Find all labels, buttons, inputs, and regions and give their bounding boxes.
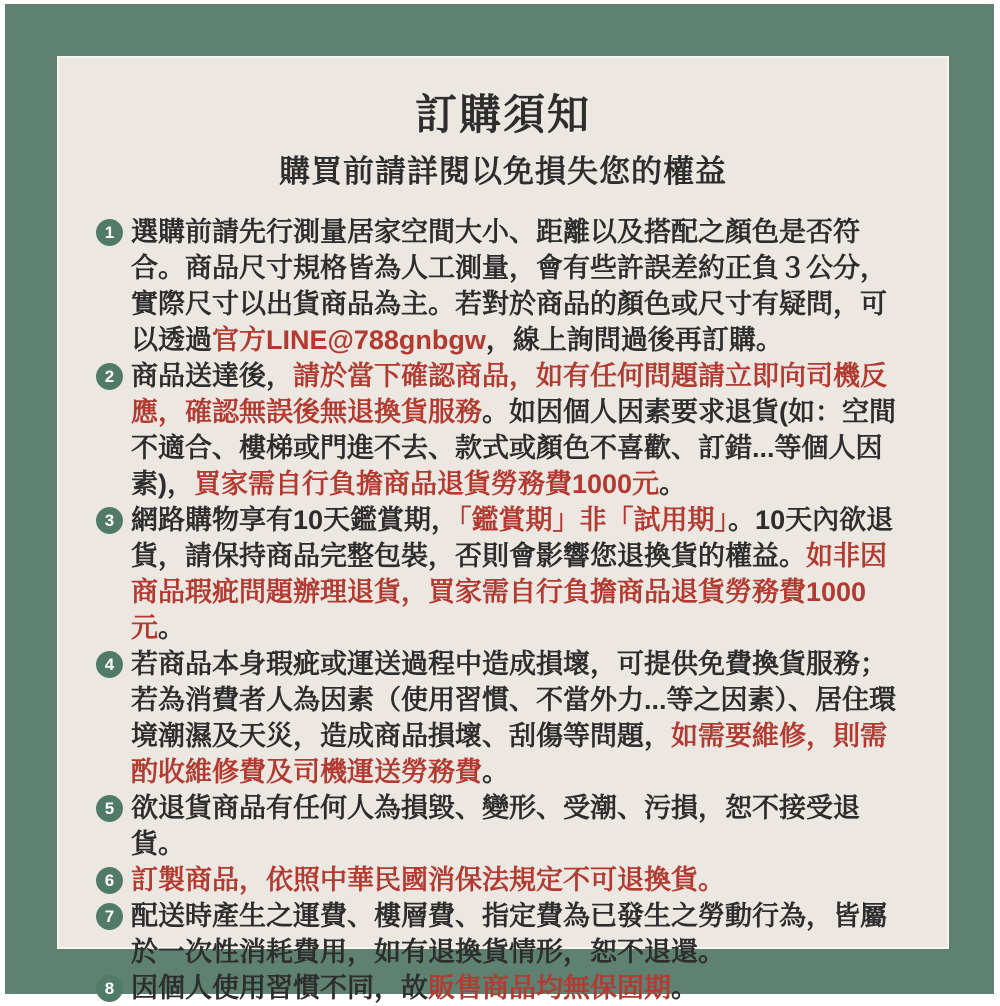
notice-text-highlight: 買家需自行負擔商品退貨勞務費1000元 xyxy=(194,469,660,499)
notice-item xyxy=(96,970,913,1006)
page-subtitle: 購買前請詳閱以免損失您的權益 xyxy=(279,154,727,189)
notice-list xyxy=(59,214,947,1006)
notice-text-segment: 網路購物享有10天鑑賞期， xyxy=(131,505,459,535)
notice-text-highlight: 官方LINE@788gnbgw xyxy=(212,325,486,355)
notice-text-segment: ，線上詢問過後再訂購。 xyxy=(485,325,783,355)
notice-text-highlight: 「鑑賞期」非「試用期」 xyxy=(458,505,729,535)
notice-item xyxy=(96,862,913,898)
notice-item xyxy=(96,358,913,502)
notice-text-highlight: 販售商品均無保固期 xyxy=(428,973,671,1003)
notice-text-segment: 。10天內欲退貨，請保持商品完整包裝，否則會影響您退換貨的權益。 xyxy=(131,505,894,571)
notice-text-highlight: 如非因商品瑕疵問題辦理退貨，買家需自行負擔商品退貨勞務費1000元 xyxy=(131,541,887,643)
notice-number-badge: 3 xyxy=(96,507,123,534)
notice-text xyxy=(131,898,913,970)
notice-number-badge: 4 xyxy=(96,651,123,678)
notice-text xyxy=(131,790,913,862)
notice-text-segment: 欲退貨商品有任何人為損毀、變形、受潮、污損，恕不接受退貨。 xyxy=(131,793,860,859)
notice-item xyxy=(96,646,913,790)
notice-text xyxy=(131,502,913,646)
notice-text-segment: 。 xyxy=(158,613,185,643)
notice-text-segment: 若商品本身瑕疵或運送過程中造成損壞，可提供免費換貨服務；若為消費者人為因素（使用習慣、不當外力...等之因素）、居住環境潮濕及天災，造成商品損壞、刮傷等問題， xyxy=(131,649,897,751)
notice-number-badge: 8 xyxy=(96,975,123,1002)
notice-number-badge: 1 xyxy=(96,219,123,246)
notice-text xyxy=(131,358,913,502)
notice-text-segment: 。 xyxy=(671,973,698,1003)
notice-item xyxy=(96,790,913,862)
notice-item xyxy=(96,214,913,358)
notice-text-segment: 配送時產生之運費、樓層費、指定費為已發生之勞動行為，皆屬於一次性消耗費用，如有退換貨情形，恕不退還。 xyxy=(131,901,887,967)
notice-text-segment: 。 xyxy=(482,757,509,787)
notice-text-segment: 。 xyxy=(659,469,687,499)
notice-text xyxy=(131,214,913,358)
notice-text-segment: 因個人使用習慣不同，故 xyxy=(131,973,428,1003)
notice-text xyxy=(131,970,913,1006)
notice-number-badge: 5 xyxy=(96,795,123,822)
notice-number-badge: 6 xyxy=(96,867,123,894)
notice-text xyxy=(131,646,913,790)
notice-text-segment: 選購前請先行測量居家空間大小、距離以及搭配之顏色是否符合。商品尺寸規格皆為人工測量，會有些許誤差約正負３公分，實際尺寸以出貨商品為主。若對於商品的顏色或尺寸有疑問，可以透過 xyxy=(131,217,887,355)
notice-text-highlight: 訂製商品，依照中華民國消保法規定不可退換貨。 xyxy=(131,865,725,895)
notice-text-highlight: 請於當下確認商品，如有任何問題請立即向司機反應，確認無誤後無退換貨服務 xyxy=(131,361,887,427)
notice-text-segment: 。如因個人因素要求退貨(如：空間不適合、樓梯或門進不去、款式或顏色不喜歡、訂錯...等個人因素)， xyxy=(131,397,896,499)
page-title: 訂購須知 xyxy=(414,91,591,138)
notice-number-badge: 2 xyxy=(96,363,123,390)
notice-text-segment: 商品送達後， xyxy=(131,361,293,391)
notice-item xyxy=(96,502,913,646)
poster-frame xyxy=(5,4,994,1003)
notice-item xyxy=(96,898,913,970)
notice-panel xyxy=(57,56,949,1003)
notice-text xyxy=(131,862,913,898)
notice-text-highlight: 如需要維修，則需酌收維修費及司機運送勞務費 xyxy=(131,721,887,787)
notice-number-badge: 7 xyxy=(96,903,123,930)
